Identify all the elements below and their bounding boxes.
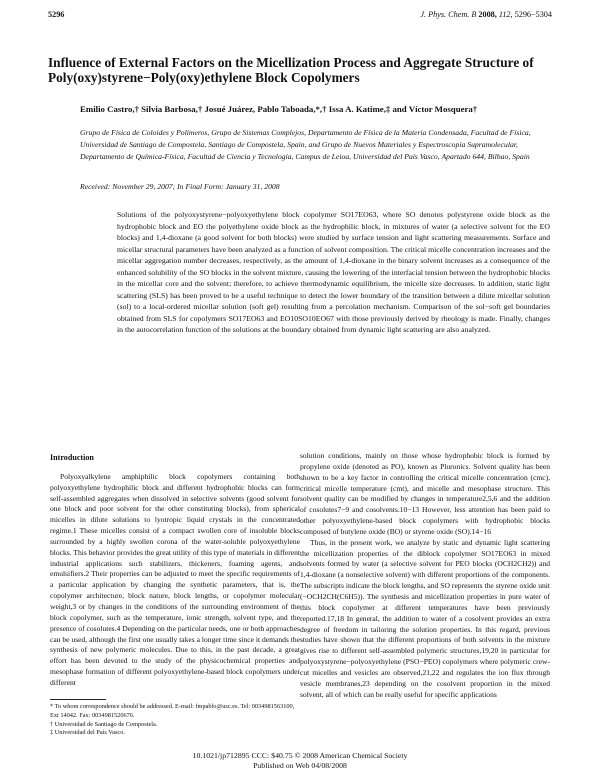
left-column <box>50 453 300 689</box>
section-heading-introduction: Introduction <box>50 453 94 462</box>
doi-copyright-line: 10.1021/jp712895 CCC: $40.75 © 2008 American Chemical Society <box>192 751 408 760</box>
right-column <box>300 451 550 700</box>
page-number: 5296 <box>48 10 65 19</box>
running-header <box>48 10 552 22</box>
abstract-text: Solutions of the polyoxystyrene−polyoxyethylene block copolymer SO17EO63, where SO denotes polystyrene oxide block as the hydrophobic block and EO the polyethylene oxide block as the hydrophilic block, in mixtures of water (a selective solvent for the EO blocks) and 1,4-dioxane (a good solvent for both blocks) were studied by surface tension and light scattering measurements. Surface and micellar structural parameters have been analyzed as a function of solvent composition. The critical micelle concentration increases and the micellar aggregation number decreases, respectively, as the amount of 1,4-dioxane in the binary solvent increases as a consequence of the enhanced solubility of the SO blocks in the solvent mixture, causing the lowering of the interfacial tension between the hydrophobic blocks in the micellar core and the solvent; therefore, to achieve thermodynamic equilibrium, the micelle size decreases. In addition, static light scattering (SLS) has been proved to be a useful technique to detect the lower boundary of the transition between a dilute micellar solution (sol) to a local-ordered micellar solution (soft gel) resulting from a percolation mechanism. Comparison of the sol−soft gel boundaries obtained from SLS for copolymers SO17EO63 and EO10SO10EO67 with those previously derived by rheology is made. Finally, changes in the autocorrelation function of the solutions at the boundary obtained from dynamic light scattering are also analyzed. <box>117 210 550 334</box>
journal-name: J. Phys. Chem. B <box>420 10 477 19</box>
affiliations: Grupo de Física de Coloides y Polímeros, Grupo de Sistemas Complejos, Departamento de Física de la Materia Condensada, Facultad de Física, Universidad de Santiago de Compostela, Santiago de Compostela, Spain, and Grupo de Nuevos Materiales y Espectroscopía Supramolecular, Departamento de Química-Física, Facultad de Ciencia y Tecnología, Campus de Leioa, Universidad del País Vasco, Apartado 644, Bilbao, Spain <box>80 128 531 161</box>
footnote-correspondence: * To whom correspondence should be addressed. E-mail: fmpablo@usc.es. Tel: 0034981563100, Ext 14042. Fax: 0034981520676. <box>50 703 295 719</box>
footnote-divider <box>50 699 106 700</box>
author-list: Emilio Castro,† Silvia Barbosa,† Josué Juárez, Pablo Taboada,*,† Issa A. Katime,‡ and Víctor Mosquera† <box>80 104 478 114</box>
journal-year: 2008, <box>478 10 497 19</box>
journal-pages: 5296−5304 <box>514 10 552 19</box>
body-paragraph: Thus, in the present work, we analyze by static and dynamic light scattering the micellization properties of the diblock copolymer SO17EO63 in mixed solvents formed by water (a selective solvent for PEO blocks (OCH2CH2)) and 1,4-dioxane (a nonselective solvent) with different proportions of the components. The subscripts indicate the block lengths, and SO represents the styrene oxide unit (−OCH2CH(C6H5)). The synthesis and micellization properties in pure water of this block copolymer at different temperatures have been previously reported.17,18 In general, the addition to water of a cosolvent provides an extra degree of freedom in tailoring the solution properties. In this regard, previous studies have shown that the different proportions of both solvents in the mixture gives rise to different self-assembled polymeric structures,19,20 in particular for polyoxystyrene−polyoxyethylene (PSO−PEO) copolymers where polymeric crew-cut micelles and vesicles are observed,21,22 and regulates the ion flux through vesicle membranes,23 depending on the cosolvent proportion in the mixed solvent, all of which can be really useful for specific applications <box>300 537 550 699</box>
page-footer <box>48 751 552 770</box>
journal-volume: 112, <box>498 10 513 19</box>
publication-date-line: Published on Web 04/08/2008 <box>253 760 347 770</box>
article-title: Influence of External Factors on the Micellization Process and Aggregate Structure of Poly(oxy)styrene−Poly(oxy)ethylene Block Copolymers <box>48 55 534 86</box>
abstract <box>117 209 550 336</box>
body-paragraph: Polyoxyalkylene amphiphilic block copolymers containing both polyoxyethylene hydrophilic block and different hydrophobic blocks can form self-assembled aggregates when dissolved in selective solvents (good solvent for one block and poor solvent for the other constituting blocks), from spherical micelles in dilute solutions to lyotropic liquid crystals in the concentrated regime.1 These micelles consist of a compact swollen core of insoluble blocks surrounded by a highly swollen corona of the water-soluble polyoxyethylene blocks. This behavior provides the great utility of this type of materials in different industrial applications such stabilizers, thickeners, foaming agents, and emulsifiers.2 Their properties can be adjusted to meet the specific requirements of a particular application by changing the synthetic parameters, that is, the copolymer architecture, block nature, block lengths, or copolymer molecular weight,3 or by changes in the conditions of the surrounding environment of the block copolymer, such as the temperature, ionic strength, solvent type, and the presence of cosolutes.4 Depending on the particular needs, one or both approaches can be used, although the first one usually takes a longer time since it demands the synthesis of new polymeric molecules. Due to this, in the past decade, a great effort has been devoted to the study of the physicochemical properties and mesophase formation of different polyoxyethylene-based block copolymers under different <box>50 471 300 687</box>
body-paragraph: solution conditions, mainly on those whose hydrophobic block is formed by propylene oxide (denoted as PO), known as Pluronics. Solvent quality has been shown to be a key factor in controlling the critical micelle concentration (cmc), critical micelle temperature (cmt), and micelle and mesophase structure. This solvent quality can be modified by changes in temperature2,5,6 and the addition of cosolutes7−9 and cosolvents.10−13 However, less attention has been paid to other polyoxyethylene-based block copolymers with hydrophobic blocks composed of butylene oxide (BO) or styrene oxide (SO).14−16 <box>300 451 550 536</box>
footnote-affiliation: ‡ Universidad del País Vasco. <box>50 729 125 737</box>
footnotes <box>50 703 300 738</box>
journal-reference <box>420 10 552 19</box>
received-dates: Received: November 29, 2007; In Final Form: January 31, 2008 <box>80 182 280 191</box>
footnote-affiliation: † Universidad de Santiago de Compostela. <box>50 720 158 728</box>
